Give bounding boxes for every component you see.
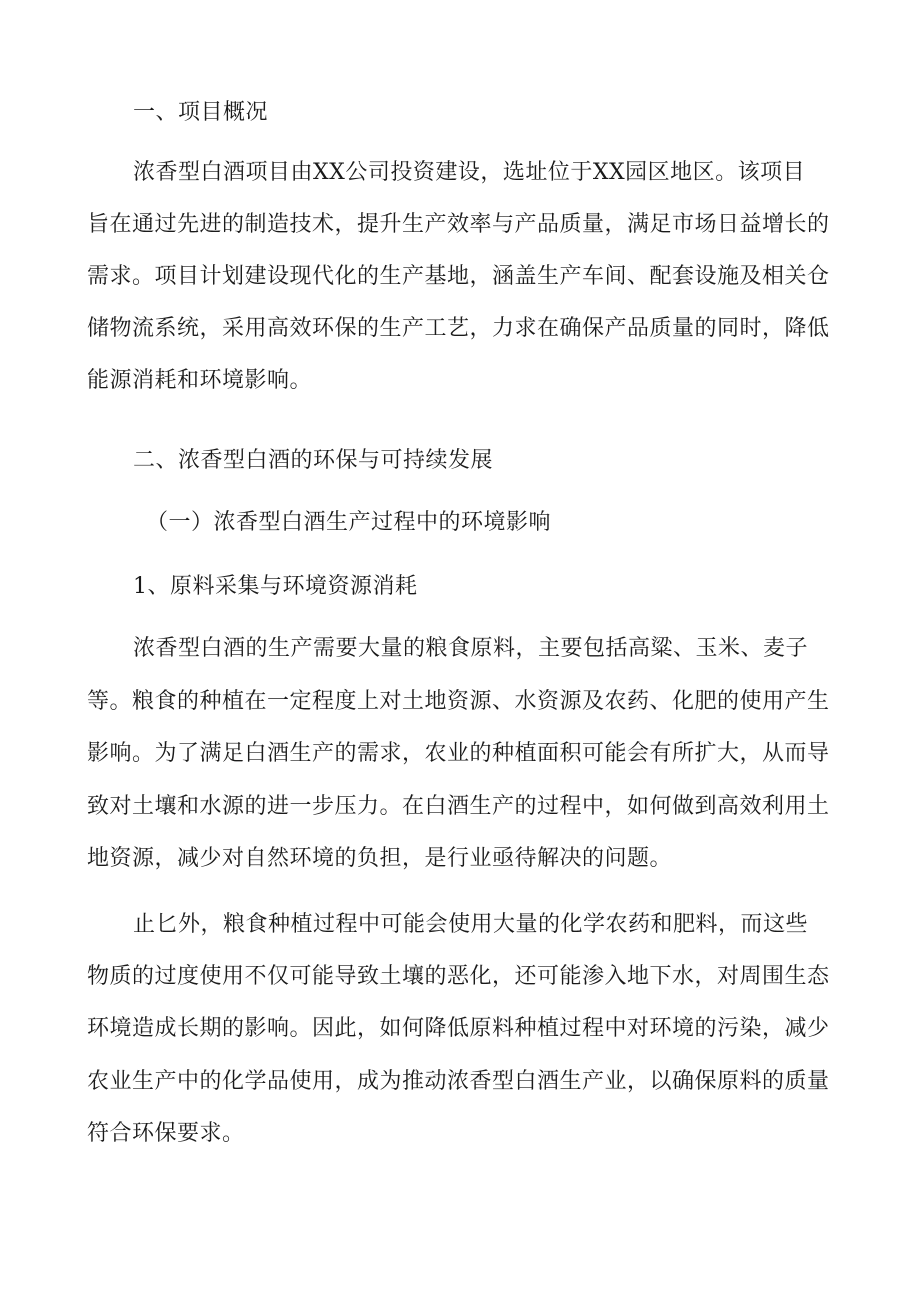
item-1-paragraph-2-line: 农业生产中的化学品使用，成为推动浓香型白酒生产业，以确保原料的质量 [87, 1069, 830, 1094]
item-1-paragraph-line: 地资源，减少对自然环境的负担，是行业亟待解决的问题。 [87, 846, 673, 871]
item-1-heading: 1、原料采集与环境资源消耗 [133, 574, 418, 599]
section-1-paragraph-line: 浓香型白酒项目由XX公司投资建设，选址位于XX园区地区。该项目 [133, 160, 806, 185]
item-1-paragraph-line: 致对土壤和水源的进一步压力。在白酒生产的过程中，如何做到高效利用土 [87, 794, 830, 819]
section-1-heading: 一、项目概况 [133, 100, 269, 125]
item-1-paragraph-2-line: 止匕外，粮食种植过程中可能会使用大量的化学农药和肥料，而这些 [133, 912, 809, 937]
item-1-paragraph-line: 等。粮食的种植在一定程度上对土地资源、水资源及农药、化肥的使用产生 [87, 689, 830, 714]
section-1-paragraph-line: 旨在通过先进的制造技术，提升生产效率与产品质量，满足市场日益增长的 [87, 212, 830, 237]
item-1-paragraph-2-line: 物质的过度使用不仅可能导致土壤的恶化，还可能渗入地下水，对周围生态 [87, 964, 830, 989]
item-1-paragraph-2-line: 环境造成长期的影响。因此，如何降低原料种植过程中对环境的污染，减少 [87, 1016, 830, 1041]
item-1-paragraph-line: 影响。为了满足白酒生产的需求，农业的种植面积可能会有所扩大，从而导 [87, 741, 830, 766]
section-1-paragraph-line: 需求。项目计划建设现代化的生产基地，涵盖生产车间、配套设施及相关仓 [87, 264, 830, 289]
section-2-subheading: （一）浓香型白酒生产过程中的环境影响 [146, 510, 552, 535]
item-1-paragraph-2-line: 符合环保要求。 [87, 1121, 245, 1146]
item-1-paragraph-line: 浓香型白酒的生产需要大量的粮食原料，主要包括高粱、玉米、麦子 [133, 636, 809, 661]
section-2-heading: 二、浓香型白酒的环保与可持续发展 [133, 448, 494, 473]
section-1-paragraph-line: 能源消耗和环境影响。 [87, 368, 313, 393]
section-1-paragraph-line: 储物流系统，采用高效环保的生产工艺，力求在确保产品质量的同时，降低 [87, 316, 830, 341]
